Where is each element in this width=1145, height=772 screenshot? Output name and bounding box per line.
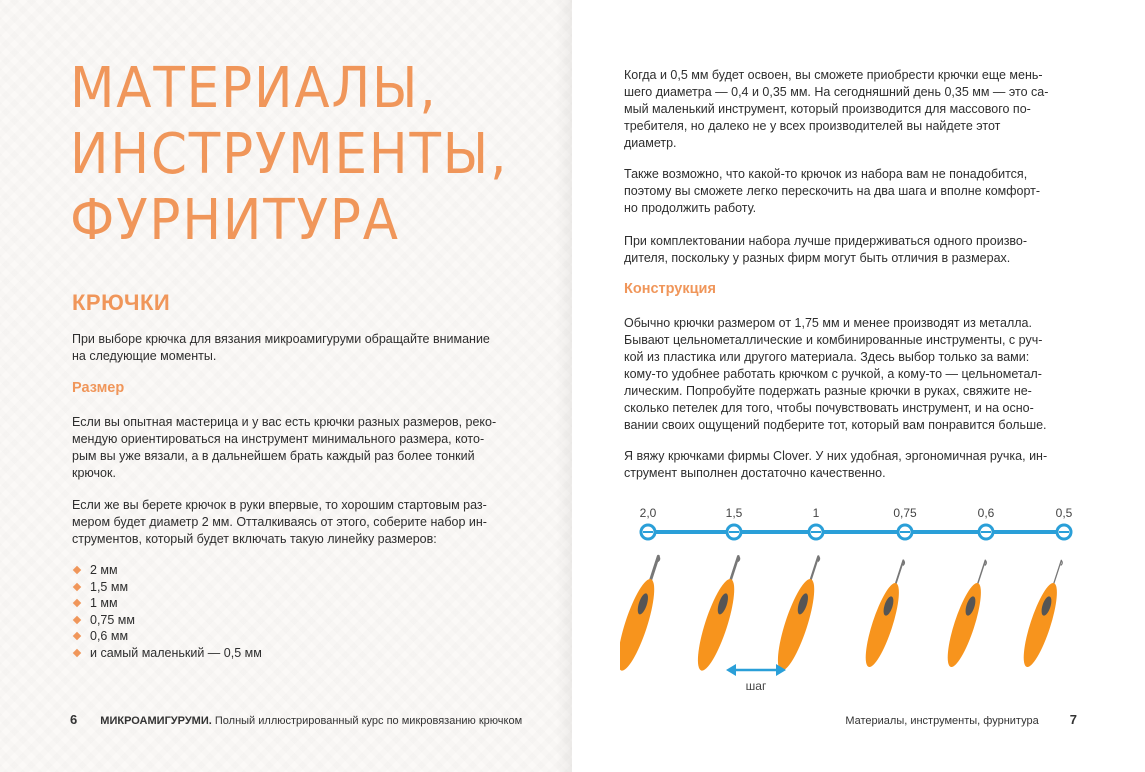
size-label: 1 [812,506,820,520]
size-marker-3 [809,506,823,539]
size-label: 0,6 [977,506,995,520]
right-footer [845,712,1077,727]
text-line: вании своих ощущений подберите тот, который вам понравится больше. [624,418,1047,432]
size-label: 1,5 [725,506,743,520]
list-item [72,645,262,662]
size-marker-6 [1056,506,1073,539]
subheading-size: Размер [72,380,125,396]
list-item-text: 0,6 мм [90,629,129,644]
text-line: но продолжить работу. [624,201,757,215]
book-subtitle: Полный иллюстрированный курс по микровязанию крючком [214,715,523,727]
text-line: диаметр. [624,136,677,150]
page-number-left: 6 [70,712,78,727]
text-line: сколько петелек для того, чтобы почувствовать инструмент, и на осно- [624,401,1034,415]
step-arrow [726,664,786,693]
left-page [0,0,572,772]
text-line: Обычно крючки размером от 1,75 мм и менее производят из металла. [624,316,1032,330]
title-line-3: ФУРНИТУРА [70,188,400,253]
book-title: МИКРОАМИГУРУМИ. [100,715,212,727]
size-marker-5 [978,506,995,539]
step-label: шаг [745,679,767,693]
text-line: Я вяжу крючками фирмы Clover. У них удобная, эргономичная ручка, ин- [624,449,1048,463]
hook-sizes-diagram [620,496,1090,696]
size-paragraph-2 [72,497,487,548]
text-line: дителя, поскольку у разных фирм могут быть отличия в размерах. [624,251,1011,265]
crochet-hook-1 [771,553,829,674]
title-line-1: МАТЕРИАЛЫ, [70,56,438,121]
text-line: мый маленький инструмент, который производится для массового по- [624,102,1031,116]
text-line: струментов, который будет включать такую линейку размеров: [72,532,437,546]
list-item [72,595,262,612]
list-item-text: 1,5 мм [90,579,129,594]
right-paragraph-1 [624,67,1048,152]
title-line-2: ИНСТРУМЕНТЫ, [70,122,509,187]
right-paragraph-3 [624,233,1027,267]
crochet-hook-2-0 [620,553,669,674]
bullet-diamond-icon [73,566,81,574]
right-paragraph-5 [624,448,1047,482]
text-line: кой из пластика или другого материала. Здесь выбор только за вами: [624,350,1030,364]
bullet-diamond-icon [73,632,81,640]
right-paragraph-4 [624,315,1047,434]
list-item [72,612,262,629]
text-line: кому-то удобнее работать крючком с ручкой, а кому-то — цельнометал- [624,367,1042,381]
size-label: 2,0 [639,506,657,520]
size-marker-1 [640,506,657,539]
section-title-hooks: КРЮЧКИ [72,290,171,315]
section-name: Материалы, инструменты, фурнитура [845,715,1039,727]
text-line: струмент выполнен достаточно качественно. [624,466,886,480]
bullet-diamond-icon [73,599,81,607]
list-item-text: 0,75 мм [90,612,135,627]
crochet-hook-0-75 [859,557,913,670]
crochet-hook-0-6 [941,557,995,670]
size-paragraph-1 [72,414,496,482]
list-item-text: 2 мм [90,563,118,577]
list-item [72,628,262,645]
size-label: 0,75 [893,506,917,520]
list-item-text: 1 мм [90,596,118,611]
text-line: поэтому вы сможете легко перескочить на два шага и вполне комфорт- [624,184,1041,198]
left-footer [70,712,522,727]
arrow-left-icon [726,664,736,676]
size-label: 0,5 [1055,506,1073,520]
text-line: требителя, но далеко не у всех производителей вы найдете этот [624,119,1001,133]
size-marker-4 [893,506,917,539]
crochet-hook-0-5 [1017,557,1071,670]
text-line: на следующие моменты. [72,349,217,363]
crochet-hook-1-5 [691,553,749,674]
page-title [70,56,512,254]
right-paragraph-2 [624,166,1040,217]
text-line: Бывают цельнометаллические и комбинированные инструменты, с руч- [624,333,1043,347]
text-line: мендую ориентироваться на инструмент минимального размера, кото- [72,432,485,446]
text-line: При выборе крючка для вязания микроамигуруми обращайте внимание [72,332,490,346]
list-item-text: и самый маленький — 0,5 мм [90,645,262,660]
list-item [72,562,262,579]
bullet-diamond-icon [73,649,81,657]
text-line: Если же вы берете крючок в руки впервые, то хорошим стартовым раз- [72,498,487,512]
subheading-construction: Конструкция [624,281,716,297]
bullet-diamond-icon [73,582,81,590]
text-line: Если вы опытная мастерица и у вас есть крючки разных размеров, реко- [72,415,497,429]
bullet-diamond-icon [73,616,81,624]
sizes-list [72,562,262,662]
text-line: Также возможно, что какой-то крючок из набора вам не понадобится, [624,167,1028,181]
text-line: Когда и 0,5 мм будет освоен, вы сможете приобрести крючки еще мень- [624,68,1043,82]
size-marker-2 [726,506,743,539]
text-line: При комплектовании набора лучше придерживаться одного произво- [624,234,1028,248]
text-line: крючок. [72,466,116,480]
page-number-right: 7 [1069,712,1077,727]
intro-paragraph [72,331,490,365]
text-line: лическим. Попробуйте подержать разные крючки в руках, свяжите не- [624,384,1032,398]
list-item [72,579,262,596]
text-line: шего диаметра — 0,4 и 0,35 мм. На сегодняшний день 0,35 мм — это са- [624,85,1049,99]
text-line: мером будет диаметр 2 мм. Отталкиваясь от этого, соберите набор ин- [72,515,487,529]
text-line: рым вы уже вязали, а в дальнейшем брать каждый раз более тонкий [72,449,475,463]
